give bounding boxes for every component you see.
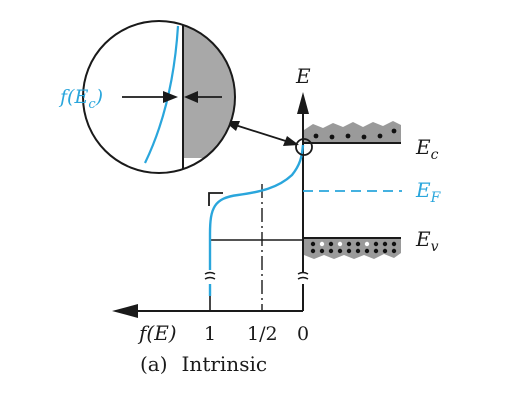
- fE-axis-label: f(E): [139, 321, 177, 345]
- tick-label-one: 1: [204, 323, 217, 345]
- inset-fEc-label: $f(E_c)$: [60, 86, 104, 112]
- fermi-dirac-curve: [205, 145, 303, 296]
- tick-label-half: 1/2: [247, 323, 278, 345]
- conduction-band: [304, 121, 401, 143]
- fermi-level-label: $E_F$: [416, 178, 441, 206]
- energy-axis: [297, 92, 309, 311]
- magnified-inset: [83, 18, 243, 175]
- valence-band: [304, 238, 401, 259]
- valence-band-label: $E_v$: [416, 227, 439, 255]
- zoom-leader-arrow: [224, 121, 299, 146]
- energy-axis-label: E: [296, 64, 311, 88]
- tick-label-zero: 0: [297, 323, 310, 345]
- fE-axis: [112, 304, 303, 318]
- conduction-band-label: $E_c$: [416, 135, 439, 163]
- caption: (a) Intrinsic: [140, 352, 268, 376]
